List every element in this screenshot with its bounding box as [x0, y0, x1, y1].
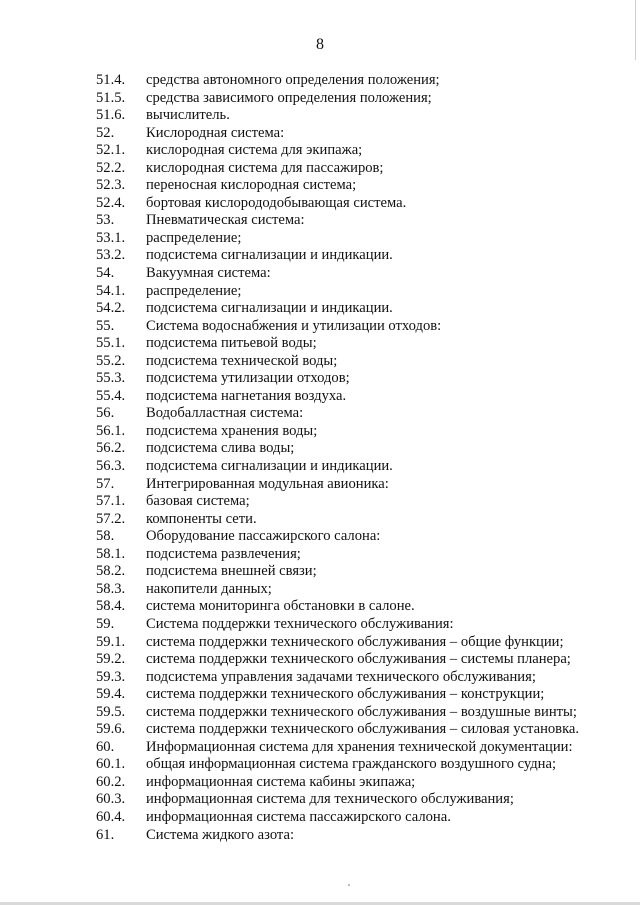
item-text: подсистема сигнализации и индикации. — [146, 300, 393, 317]
item-number: 54. — [96, 265, 115, 282]
list-item — [96, 440, 616, 458]
list-item — [96, 809, 616, 827]
list-item — [96, 651, 616, 669]
item-text: Вакуумная система: — [146, 265, 271, 282]
item-text: бортовая кислорододобывающая система. — [146, 194, 407, 211]
list-item — [96, 300, 616, 318]
item-number: 58.4. — [96, 598, 126, 615]
item-number: 58.2. — [96, 563, 126, 580]
item-text: система поддержки технического обслуживания – системы планера; — [146, 651, 571, 668]
list-item — [96, 247, 616, 265]
item-text: система поддержки технического обслуживания – воздушные винты; — [146, 703, 577, 720]
item-number: 52.3. — [96, 177, 126, 194]
item-text: подсистема развлечения; — [146, 545, 301, 562]
item-number: 52.2. — [96, 159, 126, 176]
item-number: 55.1. — [96, 335, 126, 352]
list-item — [96, 212, 616, 230]
item-text: подсистема управления задачами технического обслуживания; — [146, 668, 536, 685]
list-item — [96, 546, 616, 564]
item-number: 57.2. — [96, 510, 126, 527]
item-number: 57.1. — [96, 493, 126, 510]
item-number: 58. — [96, 528, 115, 545]
list-item — [96, 686, 616, 704]
list-item — [96, 511, 616, 529]
list-item — [96, 669, 616, 687]
list-item — [96, 458, 616, 476]
item-number: 52.1. — [96, 142, 126, 159]
list-item — [96, 634, 616, 652]
item-text: информационная система для технического обслуживания; — [146, 791, 514, 808]
item-text: кислородная система для пассажиров; — [146, 159, 384, 176]
item-number: 56.3. — [96, 458, 126, 475]
list-item — [96, 581, 616, 599]
item-text: подсистема внешней связи; — [146, 563, 317, 580]
item-number: 52. — [96, 124, 115, 141]
item-text: подсистема питьевой воды; — [146, 335, 317, 352]
item-text: средства автономного определения положения; — [146, 72, 440, 88]
item-text: информационная система пассажирского салона. — [146, 808, 451, 825]
item-number: 54.2. — [96, 300, 126, 317]
item-text: Информационная система для хранения технической документации: — [146, 738, 573, 755]
item-number: 59.5. — [96, 703, 126, 720]
list-item — [96, 125, 616, 143]
item-text: Водобалластная система: — [146, 405, 304, 422]
item-number: 53. — [96, 212, 115, 229]
item-text: подсистема нагнетания воздуха. — [146, 387, 347, 404]
item-number: 59.3. — [96, 668, 126, 685]
item-text: кислородная система для экипажа; — [146, 142, 363, 159]
item-text: подсистема слива воды; — [146, 440, 295, 457]
item-number: 55. — [96, 317, 115, 334]
item-text: базовая система; — [146, 493, 250, 510]
item-number: 59.4. — [96, 686, 126, 703]
item-number: 59.6. — [96, 721, 126, 738]
list-item — [96, 265, 616, 283]
list-item — [96, 616, 616, 634]
item-text: накопители данных; — [146, 580, 272, 597]
item-text: система мониторинга обстановки в салоне. — [146, 598, 415, 615]
scan-edge-line — [635, 0, 636, 60]
item-number: 55.3. — [96, 370, 126, 387]
item-number: 55.2. — [96, 352, 126, 369]
list-item — [96, 423, 616, 441]
item-number: 54.1. — [96, 282, 126, 299]
item-number: 59.2. — [96, 651, 126, 668]
item-number: 59.1. — [96, 633, 126, 650]
list-item — [96, 107, 616, 125]
item-text: подсистема хранения воды; — [146, 422, 318, 439]
list-item — [96, 283, 616, 301]
list-item — [96, 827, 616, 845]
item-text: система поддержки технического обслуживания – конструкции; — [146, 686, 545, 703]
item-number: 60.4. — [96, 808, 126, 825]
item-number: 56. — [96, 405, 115, 422]
item-number: 60. — [96, 738, 115, 755]
item-text: Кислородная система: — [146, 124, 285, 141]
list-item — [96, 335, 616, 353]
item-number: 58.3. — [96, 580, 126, 597]
item-number: 56.2. — [96, 440, 126, 457]
list-item — [96, 160, 616, 178]
item-number: 51.4. — [96, 72, 126, 88]
item-number: 53.2. — [96, 247, 126, 264]
item-text: Система жидкого азота: — [146, 826, 295, 843]
item-number: 59. — [96, 615, 115, 632]
list-item — [96, 476, 616, 494]
list-item — [96, 177, 616, 195]
item-text: система поддержки технического обслуживания – общие функции; — [146, 633, 564, 650]
item-number: 53.1. — [96, 229, 126, 246]
list-item — [96, 318, 616, 336]
list-item — [96, 704, 616, 722]
item-number: 55.4. — [96, 387, 126, 404]
page-number: 8 — [316, 36, 324, 53]
item-text: подсистема сигнализации и индикации. — [146, 247, 393, 264]
item-text: Оборудование пассажирского салона: — [146, 528, 381, 545]
list-item — [96, 370, 616, 388]
item-number: 51.5. — [96, 89, 126, 106]
item-number: 52.4. — [96, 194, 126, 211]
list-item — [96, 791, 616, 809]
item-number: 58.1. — [96, 545, 126, 562]
list-item — [96, 774, 616, 792]
list-item — [96, 388, 616, 406]
list-item — [96, 563, 616, 581]
item-text: распределение; — [146, 282, 242, 299]
list-item — [96, 353, 616, 371]
list-item — [96, 739, 616, 757]
list-item — [96, 756, 616, 774]
item-text: Система поддержки технического обслуживания: — [146, 615, 454, 632]
scan-artifact-dot — [348, 884, 350, 886]
list-item — [96, 598, 616, 616]
item-number: 60.2. — [96, 773, 126, 790]
item-text: подсистема утилизации отходов; — [146, 370, 350, 387]
item-number: 60.3. — [96, 791, 126, 808]
item-text: средства зависимого определения положения; — [146, 89, 432, 106]
item-number: 51.6. — [96, 107, 126, 124]
item-text: вычислитель. — [146, 107, 230, 124]
list-item — [96, 90, 616, 108]
list-item — [96, 230, 616, 248]
item-text: Система водоснабжения и утилизации отходов: — [146, 317, 442, 334]
list-item — [96, 72, 616, 90]
item-text: подсистема сигнализации и индикации. — [146, 458, 393, 475]
item-text: распределение; — [146, 229, 242, 246]
list-item — [96, 721, 616, 739]
item-text: Пневматическая система: — [146, 212, 305, 229]
list-item — [96, 142, 616, 160]
item-text: система поддержки технического обслуживания – силовая установка. — [146, 721, 580, 738]
item-text: подсистема технической воды; — [146, 352, 338, 369]
list-item — [96, 528, 616, 546]
item-text: Интегрированная модульная авионика: — [146, 475, 389, 492]
item-number: 60.1. — [96, 756, 126, 773]
item-number: 61. — [96, 826, 115, 843]
list-item — [96, 195, 616, 213]
item-number: 57. — [96, 475, 115, 492]
document-item-list — [96, 72, 616, 844]
item-text: общая информационная система гражданского воздушного судна; — [146, 756, 557, 773]
list-item — [96, 405, 616, 423]
item-number: 56.1. — [96, 422, 126, 439]
list-item — [96, 493, 616, 511]
item-text: переносная кислородная система; — [146, 177, 357, 194]
item-text: информационная система кабины экипажа; — [146, 773, 416, 790]
item-text: компоненты сети. — [146, 510, 257, 527]
